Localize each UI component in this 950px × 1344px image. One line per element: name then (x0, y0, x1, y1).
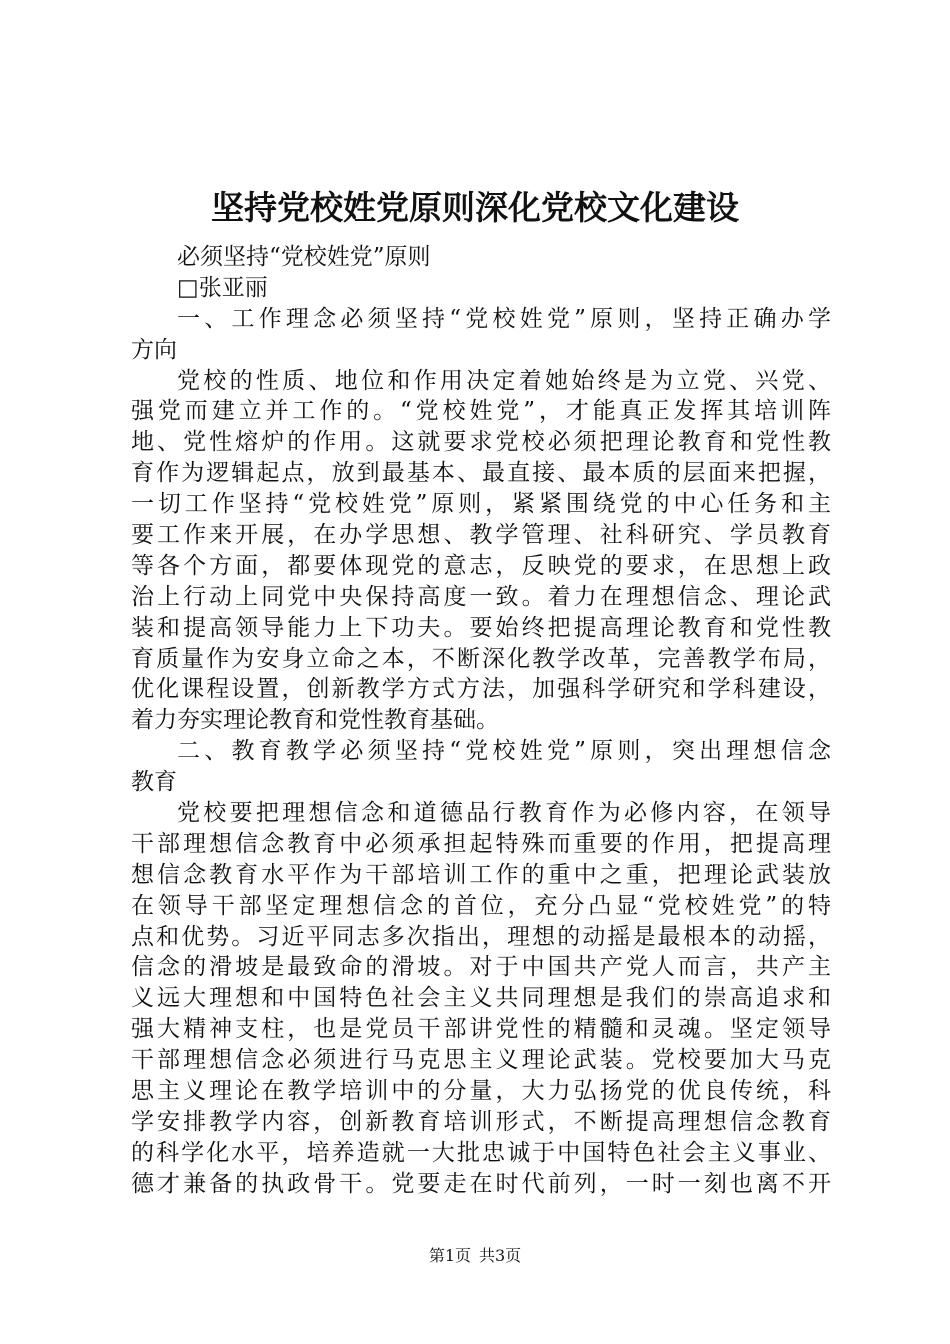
paragraph-line: 想信念教育水平作为干部培训工作的重中之重，把理论武装放 (131, 861, 831, 888)
page-total: 共3页 (479, 1246, 522, 1265)
section-heading-2-cont: 教育 (131, 769, 177, 796)
paragraph-line: 干部理想信念必须进行马克思主义理论武装。党校要加大马克 (131, 1047, 831, 1074)
paragraph-line: 在领导干部坚定理想信念的首位，充分凸显“党校姓党”的特 (131, 892, 831, 919)
document-body (131, 242, 831, 1200)
paragraph-line: 德才兼备的执政骨干。党要走在时代前列，一时一刻也离不开 (131, 1170, 831, 1197)
paragraph-line: 义远大理想和中国特色社会主义共同理想是我们的崇高追求和 (131, 985, 831, 1012)
paragraph-line-last: 着力夯实理论教育和党性教育基础。 (131, 707, 499, 734)
document-title: 坚持党校姓党原则深化党校文化建设 (211, 188, 739, 227)
paragraph-line: 育质量作为安身立命之本，不断深化教学改革，完善教学布局， (131, 645, 831, 672)
page-footer (0, 1245, 950, 1267)
subtitle-line: 必须坚持“党校姓党”原则 (177, 244, 431, 270)
paragraph-line: 党校的性质、地位和作用决定着她始终是为立党、兴党、 (177, 367, 831, 394)
paragraph-line: 点和优势。习近平同志多次指出，理想的动摇是最根本的动摇， (131, 923, 831, 950)
paragraph-line: 思主义理论在教学培训中的分量，大力弘扬党的优良传统，科 (131, 1078, 831, 1105)
paragraph-line: 强党而建立并工作的。“党校姓党”，才能真正发挥其培训阵 (131, 398, 831, 425)
section-heading-1-cont: 方向 (131, 336, 177, 363)
paragraph-line: 装和提高领导能力上下功夫。要始终把提高理论教育和党性教 (131, 614, 831, 641)
section-heading-1: 一、工作理念必须坚持“党校姓党”原则，坚持正确办学 (177, 305, 831, 332)
paragraph-line: 要工作来开展，在办学思想、教学管理、社科研究、学员教育 (131, 522, 831, 549)
paragraph-line: 党校要把理想信念和道德品行教育作为必修内容，在领导 (177, 800, 831, 827)
paragraph-line: 育作为逻辑起点，放到最基本、最直接、最本质的层面来把握， (131, 460, 831, 487)
paragraph-line: 治上行动上同党中央保持高度一致。着力在理想信念、理论武 (131, 583, 831, 610)
page-number: 第1页 (428, 1246, 471, 1265)
paragraph-line: 等各个方面，都要体现党的意志，反映党的要求，在思想上政 (131, 552, 831, 579)
paragraph-line: 学安排教学内容，创新教育培训形式，不断提高理想信念教育 (131, 1108, 831, 1135)
paragraph-line: 干部理想信念教育中必须承担起特殊而重要的作用，把提高理 (131, 830, 831, 857)
author-line: □张亚丽 (177, 274, 268, 301)
paragraph-line: 地、党性熔炉的作用。这就要求党校必须把理论教育和党性教 (131, 429, 831, 456)
paragraph-line: 信念的滑坡是最致命的滑坡。对于中国共产党人而言，共产主 (131, 954, 831, 981)
paragraph-line: 强大精神支柱，也是党员干部讲党性的精髓和灵魂。坚定领导 (131, 1016, 831, 1043)
paragraph-line: 的科学化水平，培养造就一大批忠诚于中国特色社会主义事业、 (131, 1139, 831, 1166)
paragraph-line: 一切工作坚持“党校姓党”原则，紧紧围绕党的中心任务和主 (131, 491, 831, 518)
paragraph-line: 优化课程设置，创新教学方式方法，加强科学研究和学科建设， (131, 676, 831, 703)
section-heading-2: 二、教育教学必须坚持“党校姓党”原则，突出理想信念 (177, 738, 831, 765)
